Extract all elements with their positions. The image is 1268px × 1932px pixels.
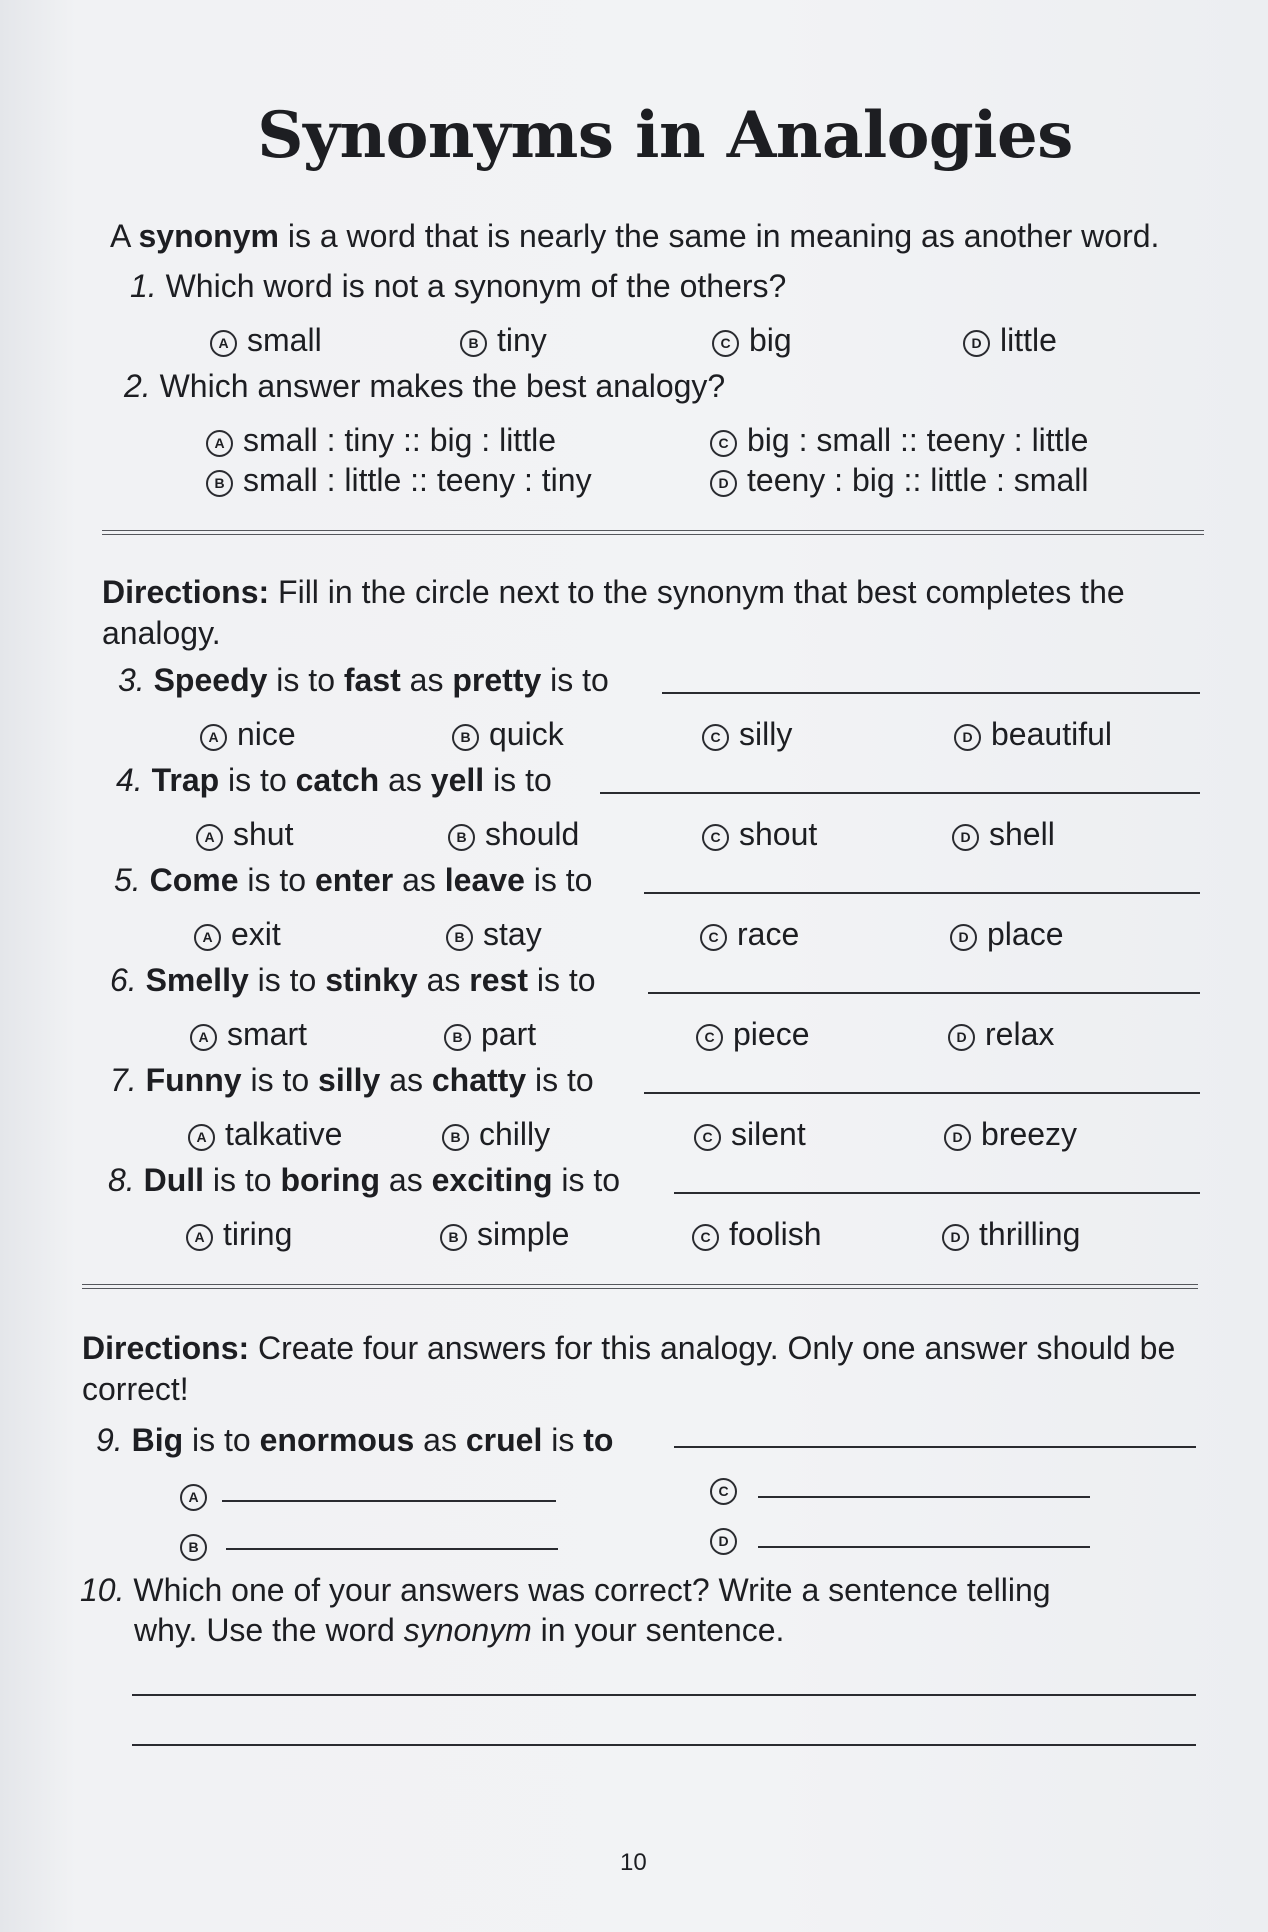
answer-line-q5[interactable] [644, 892, 1200, 894]
q4-option-b[interactable]: B should [448, 816, 579, 853]
analogy-question-5: 5. Come is to enter as leave is to [114, 862, 593, 898]
q3-option-d[interactable]: D beautiful [954, 716, 1112, 753]
analogy-question-4: 4. Trap is to catch as yell is to [116, 762, 552, 798]
q1-option-b[interactable]: B tiny [460, 322, 547, 359]
analogy-question-8: 8. Dull is to boring as exciting is to [108, 1162, 621, 1198]
option-circle[interactable]: A [188, 1124, 215, 1151]
option-circle[interactable]: D [950, 924, 977, 951]
directions-2: Directions: Create four answers for this analogy. Only one answer should be correct! [82, 1330, 1176, 1407]
q4-option-a[interactable]: A shut [196, 816, 293, 853]
q6-option-b[interactable]: B part [444, 1016, 536, 1053]
q8-option-b[interactable]: B simple [440, 1216, 569, 1253]
writing-line-2[interactable] [132, 1744, 1196, 1746]
answer-line-q9-c[interactable] [758, 1496, 1090, 1498]
option-circle[interactable]: B [446, 924, 473, 951]
question-2: 2. Which answer makes the best analogy? [124, 368, 726, 404]
q1-option-c[interactable]: C big [712, 322, 792, 359]
q6-option-a[interactable]: A smart [190, 1016, 307, 1053]
q5-option-b[interactable]: B stay [446, 916, 542, 953]
option-circle[interactable]: C [710, 1478, 737, 1505]
q2-option-b[interactable]: B small : little :: teeny : tiny [206, 462, 592, 499]
q8-option-d[interactable]: D thrilling [942, 1216, 1080, 1253]
option-circle[interactable]: A [206, 430, 233, 457]
q9-choice-d [710, 1520, 747, 1557]
intro-term: synonym [138, 218, 279, 254]
option-circle[interactable]: A [186, 1224, 213, 1251]
option-circle[interactable]: A [210, 330, 237, 357]
option-circle[interactable]: B [440, 1224, 467, 1251]
option-circle[interactable]: D [710, 470, 737, 497]
q2-option-d[interactable]: D teeny : big :: little : small [710, 462, 1088, 499]
option-circle[interactable]: C [696, 1024, 723, 1051]
option-circle[interactable]: B [444, 1024, 471, 1051]
option-circle[interactable]: C [700, 924, 727, 951]
answer-line-q3[interactable] [662, 692, 1200, 694]
answer-line-q8[interactable] [674, 1192, 1200, 1194]
option-circle[interactable]: D [954, 724, 981, 751]
q4-option-c[interactable]: C shout [702, 816, 817, 853]
option-circle[interactable]: C [702, 724, 729, 751]
analogy-question-6: 6. Smelly is to stinky as rest is to [110, 962, 596, 998]
option-circle[interactable]: A [194, 924, 221, 951]
section-divider [82, 1284, 1198, 1289]
q4-option-d[interactable]: D shell [952, 816, 1055, 853]
question-10-line-2: why. Use the word synonym in your sentence. [134, 1612, 785, 1648]
option-circle[interactable]: B [206, 470, 233, 497]
q9-choice-b [180, 1526, 217, 1563]
analogy-question-7: 7. Funny is to silly as chatty is to [110, 1062, 594, 1098]
option-circle[interactable]: C [712, 330, 739, 357]
option-circle[interactable]: C [710, 430, 737, 457]
answer-line-q9-d[interactable] [758, 1546, 1090, 1548]
section-divider [102, 530, 1204, 535]
q9-choice-a [180, 1476, 217, 1513]
option-circle[interactable]: D [952, 824, 979, 851]
q8-option-a[interactable]: A tiring [186, 1216, 292, 1253]
q5-option-a[interactable]: A exit [194, 916, 281, 953]
q2-option-a[interactable]: A small : tiny :: big : little [206, 422, 556, 459]
q3-option-b[interactable]: B quick [452, 716, 564, 753]
q3-option-a[interactable]: A nice [200, 716, 296, 753]
option-circle[interactable]: A [200, 724, 227, 751]
q9-choice-c [710, 1470, 747, 1507]
option-circle[interactable]: D [942, 1224, 969, 1251]
q5-option-d[interactable]: D place [950, 916, 1064, 953]
answer-line-q6[interactable] [648, 992, 1200, 994]
option-circle[interactable]: D [948, 1024, 975, 1051]
answer-line-q9-b[interactable] [226, 1548, 558, 1550]
option-circle[interactable]: B [448, 824, 475, 851]
option-circle[interactable]: B [442, 1124, 469, 1151]
option-circle[interactable]: D [710, 1528, 737, 1555]
option-circle[interactable]: B [180, 1534, 207, 1561]
q1-option-a[interactable]: A small [210, 322, 322, 359]
option-circle[interactable]: C [702, 824, 729, 851]
answer-line-q9[interactable] [674, 1446, 1196, 1448]
answer-line-q7[interactable] [644, 1092, 1200, 1094]
option-circle[interactable]: D [944, 1124, 971, 1151]
q6-option-c[interactable]: C piece [696, 1016, 810, 1053]
question-9: 9. Big is to enormous as cruel is to [96, 1422, 614, 1458]
q8-option-c[interactable]: C foolish [692, 1216, 822, 1253]
writing-line-1[interactable] [132, 1694, 1196, 1696]
option-circle[interactable]: B [452, 724, 479, 751]
q1-option-d[interactable]: D little [963, 322, 1057, 359]
q5-option-c[interactable]: C race [700, 916, 799, 953]
option-circle[interactable]: A [180, 1484, 207, 1511]
q7-option-a[interactable]: A talkative [188, 1116, 342, 1153]
q7-option-b[interactable]: B chilly [442, 1116, 550, 1153]
option-circle[interactable]: C [694, 1124, 721, 1151]
q7-option-d[interactable]: D breezy [944, 1116, 1077, 1153]
directions-1: Directions: Fill in the circle next to the synonym that best completes the analogy. [102, 574, 1125, 651]
intro-text: A synonym is a word that is nearly the same in meaning as another word. [110, 218, 1160, 254]
option-circle[interactable]: B [460, 330, 487, 357]
q6-option-d[interactable]: D relax [948, 1016, 1054, 1053]
page-number: 10 [620, 1849, 647, 1876]
answer-line-q9-a[interactable] [222, 1500, 556, 1502]
page-title: Synonyms in Analogies [257, 98, 1073, 173]
answer-line-q4[interactable] [600, 792, 1200, 794]
option-circle[interactable]: A [196, 824, 223, 851]
question-10-line-1: 10. Which one of your answers was correct? Write a sentence telling [80, 1572, 1051, 1608]
analogy-question-3: 3. Speedy is to fast as pretty is to [118, 662, 609, 698]
option-circle[interactable]: C [692, 1224, 719, 1251]
option-circle[interactable]: A [190, 1024, 217, 1051]
question-1: 1. Which word is not a synonym of the others? [130, 268, 787, 304]
q3-option-c[interactable]: C silly [702, 716, 792, 753]
q2-option-c[interactable]: C big : small :: teeny : little [710, 422, 1088, 459]
option-circle[interactable]: D [963, 330, 990, 357]
q7-option-c[interactable]: C silent [694, 1116, 806, 1153]
